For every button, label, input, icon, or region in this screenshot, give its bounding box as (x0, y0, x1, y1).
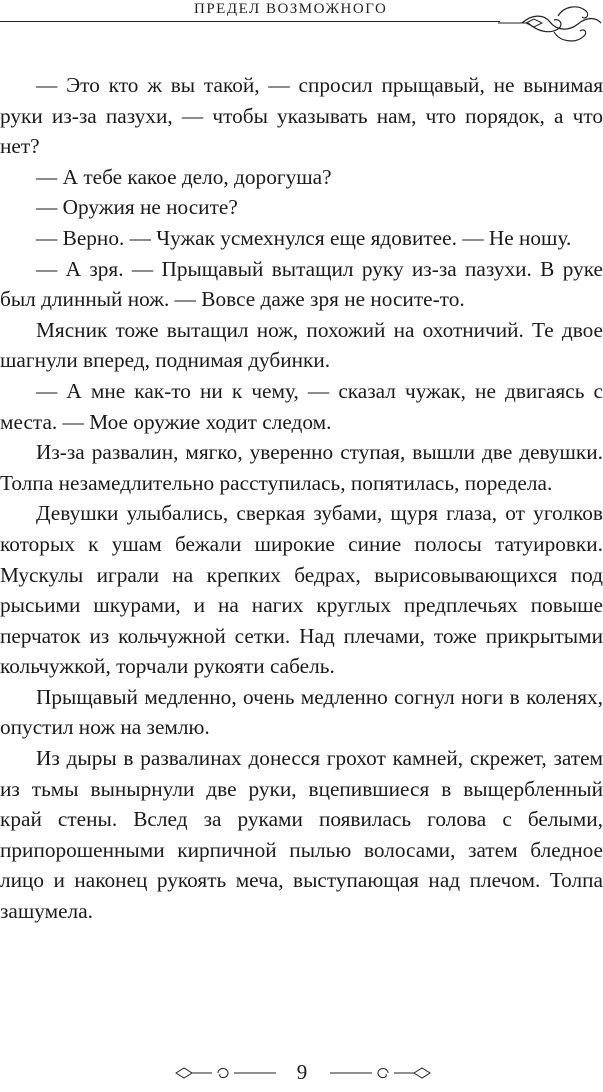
paragraph: Девушки улыбались, сверкая зубами, щуря глаза, от уголков которых к ушам бежали широкие синие полосы татуировки. Мускулы играли на крепких бедрах, вырисовывающихся под рысьими шкурами, и на нагих круглых предплечьях повыше перчаток из кольчужной сетки. Над плечами, тоже прикрытыми кольчужкой, торчали рукояти сабель. (0, 501, 603, 679)
scroll-ornament-icon (326, 1064, 434, 1082)
paragraph: — А мне как-то ни к чему, — сказал чужак, не двигаясь с места. — Мое оружие ходит следом. (0, 378, 603, 434)
paragraph: — Это кто ж вы такой, — спросил прыщавый, не вынимая руки из-за пазухи, — чтобы указывать нам, что порядок, а что нет? (0, 73, 603, 159)
paragraph: Прыщавый медленно, очень медленно согнул ноги в коленях, опустил нож на землю. (0, 684, 603, 740)
page-number: 9 (296, 1060, 308, 1084)
flourish-ornament-icon (498, 2, 603, 46)
paragraph: Из-за развалин, мягко, уверенно ступая, вышли две девушки. Толпа незамедлительно расступилась, попятилась, поредела. (0, 440, 603, 495)
paragraph: — А тебе какое дело, дорогуша? (36, 164, 332, 189)
running-title: ПРЕДЕЛ ВОЗМОЖНОГО (188, 0, 393, 18)
header-rule (0, 21, 500, 22)
body-text (0, 70, 603, 927)
page-footer (0, 1058, 603, 1092)
page-header (0, 0, 603, 48)
paragraph: — Верно. — Чужак усмехнулся еще ядовитее. — Не ношу. (36, 225, 572, 250)
paragraph: Мясник тоже вытащил нож, похожий на охотничий. Те двое шагнули вперед, поднимая дубинки. (0, 317, 603, 373)
scroll-ornament-icon (172, 1064, 280, 1082)
paragraph: — Оружия не носите? (36, 195, 238, 220)
paragraph: — А зря. — Прыщавый вытащил руку из-за пазухи. В руке был длинный нож. — Вовсе даже зря не носите-то. (0, 256, 603, 312)
paragraph: Из дыры в развалинах донесся грохот камней, скрежет, затем из тьмы вынырнули две руки, вцепившиеся в выщербленный край стены. Вслед за руками появилась голова с белыми, припорошенными кирпичной пылью волосами, затем бледное лицо и наконец рукоять меча, выступающая над плечом. Толпа зашумела. (0, 746, 603, 924)
